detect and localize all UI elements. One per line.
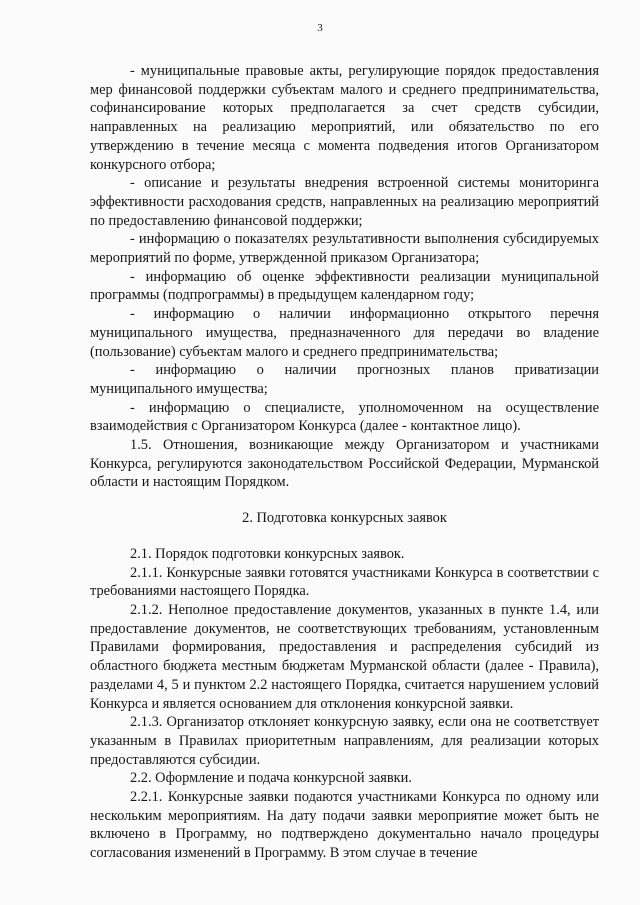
paragraph-2-1-1: 2.1.1. Конкурсные заявки готовятся участниками Конкурса в соответствии с требованиями настоящего Порядка. <box>90 564 599 600</box>
section-heading: 2. Подготовка конкурсных заявок <box>242 510 447 527</box>
paragraph-2-1-2: 2.1.2. Неполное предоставление документов, указанных в пункте 1.4, или предоставление документов, не соответствующих требованиям, установленным Правилами формирования, предоставления и распределения субсидий из областного бюджета местным бюджетам Мурманской области (далее - Правила), разделами 4, 5 и пунктом 2.2 настоящего Порядка, считается нарушением условий Конкурса и является основанием для отклонения конкурсной заявки. <box>90 601 599 712</box>
paragraph-privatization-plans: - информацию о наличии прогнозных планов приватизации муниципального имущества; <box>90 362 599 397</box>
paragraph-monitoring-system: - описание и результаты внедрения встроенной системы мониторинга эффективности расходования средств, направленных на реализацию мероприятий по предоставлению финансовой поддержки; <box>90 175 599 229</box>
paragraph-1-5: 1.5. Отношения, возникающие между Организатором и участниками Конкурса, регулируются законодательством Российской Федерации, Мурманской области и настоящим Порядком. <box>90 437 599 491</box>
paragraph-2-1-3: 2.1.3. Организатор отклоняет конкурсную заявку, если она не соответствует указанным в Правилах приоритетным направлениям, для реализации которых предоставляются субсидии. <box>90 714 599 768</box>
paragraph-2-1: 2.1. Порядок подготовки конкурсных заявок. <box>130 545 405 562</box>
paragraph-performance-indicators: - информацию о показателях результативности выполнения субсидируемых мероприятий по форме, утвержденной приказом Организатора; <box>90 231 599 267</box>
paragraph-program-evaluation: - информацию об оценке эффективности реализации муниципальной программы (подпрограммы) в предыдущем календарном году; <box>90 268 599 304</box>
paragraph-property-list: - информацию о наличии информационно открытого перечня муниципального имущества, предназначенного для передачи во владение (пользование) субъектам малого и среднего предпринимательства; <box>90 306 599 360</box>
paragraph-municipal-acts: - муниципальные правовые акты, регулирующие порядок предоставления мер финансовой поддержки субъектам малого и среднего предпринимательства, софинансирование которых предполагается за счет средств субсидии, направленных на реализацию мероприятий, или обязательство по его утверждению в течение месяца с момента подведения итогов Организатором конкурсного отбора; <box>90 63 599 173</box>
page-number: 3 <box>317 22 323 34</box>
document-body <box>90 62 599 863</box>
paragraph-2-2-1: 2.2.1. Конкурсные заявки подаются участниками Конкурса по одному или нескольким мероприятиям. На дату подачи заявки мероприятие может быть не включено в Программу, но подтверждено документально начало процедуры согласования изменений в Программу. В этом случае в течение <box>90 789 599 862</box>
paragraph-contact-person: - информацию о специалисте, уполномоченном на осуществление взаимодействия с Организатором Конкурса (далее - контактное лицо). <box>90 399 599 435</box>
paragraph-2-2: 2.2. Оформление и подача конкурсной заявки. <box>130 770 412 787</box>
